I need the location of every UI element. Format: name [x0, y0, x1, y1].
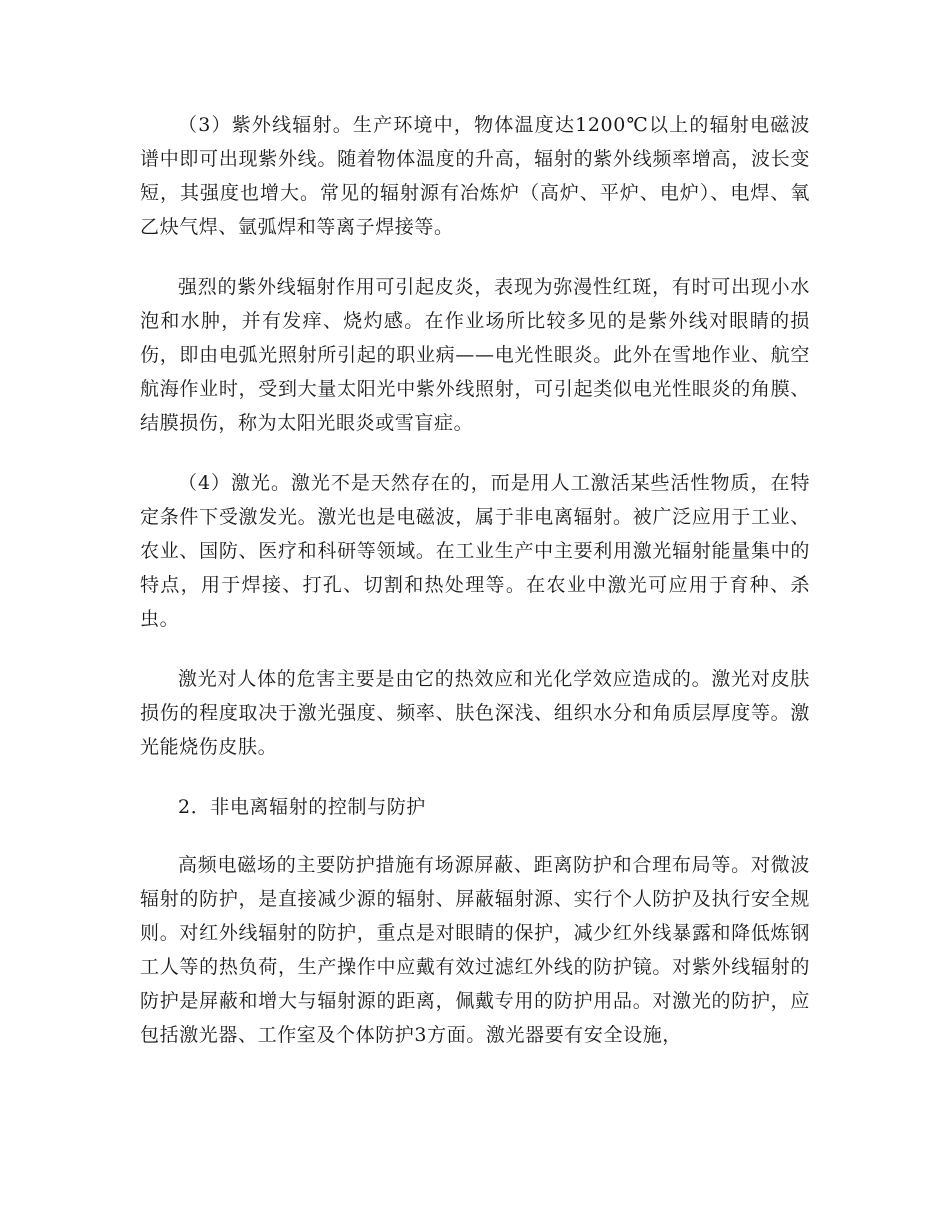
paragraph-protection-measures: 高频电磁场的主要防护措施有场源屏蔽、距离防护和合理布局等。对微波辐射的防护，是直接减少源的辐射、屏蔽辐射源、实行个人防护及执行安全规则。对红外线辐射的防护，重点是对眼睛的保护，减少红外线暴露和降低炼钢工人等的热负荷，生产操作中应戴有效过滤红外线的防护镜。对紫外线辐射的防护是屏蔽和增大与辐射源的距离，佩戴专用的防护用品。对激光的防护，应包括激光器、工作室及个体防护3方面。激光器要有安全设施，: [140, 854, 810, 1046]
paragraph-laser-hazards: 激光对人体的危害主要是由它的热效应和光化学效应造成的。激光对皮肤损伤的程度取决于激光强度、频率、肤色深浅、组织水分和角质层厚度等。激光能烧伤皮肤。: [140, 668, 810, 758]
paragraph-ultraviolet-effects: 强烈的紫外线辐射作用可引起皮炎，表现为弥漫性红斑，有时可出现小水泡和水肿，并有发痒、烧灼感。在作业场所比较多见的是紫外线对眼睛的损伤，即由电弧光照射所引起的职业病——电光性眼炎。此外在雪地作业、航空航海作业时，受到大量太阳光中紫外线照射，可引起类似电光性眼炎的角膜、结膜损伤，称为太阳光眼炎或雪盲症。: [140, 276, 810, 434]
paragraph-ultraviolet-radiation: （3）紫外线辐射。生产环境中，物体温度达1200℃以上的辐射电磁波谱中即可出现紫外线。随着物体温度的升高，辐射的紫外线频率增高，波长变短，其强度也增大。常见的辐射源有冶炼炉（高炉、平炉、电炉）、电焊、氧乙炔气焊、氩弧焊和等离子焊接等。: [140, 114, 810, 238]
paragraph-laser: （4）激光。激光不是天然存在的，而是用人工激活某些活性物质，在特定条件下受激发光。激光也是电磁波，属于非电离辐射。被广泛应用于工业、农业、国防、医疗和科研等领域。在工业生产中主要利用激光辐射能量集中的特点，用于焊接、打孔、切割和热处理等。在农业中激光可应用于育种、杀虫。: [140, 472, 810, 630]
section-heading-control-protection: 2．非电离辐射的控制与防护: [178, 796, 426, 818]
document-body: [140, 108, 810, 1078]
